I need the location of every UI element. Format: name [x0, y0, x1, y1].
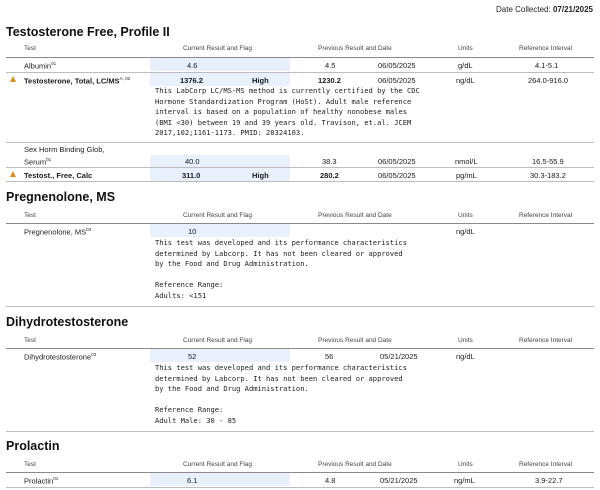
units: nmol/L	[455, 157, 478, 166]
previous-result: 280.2	[320, 171, 339, 180]
previous-date: 05/21/2025	[380, 352, 418, 361]
test-name: Sex Horm Binding Glob,	[24, 145, 105, 154]
test-name: Albumin$^{01}$	[24, 61, 57, 71]
reference-interval: 16.5-55.9	[532, 157, 564, 166]
divider	[6, 487, 594, 488]
col-test: Test	[24, 212, 36, 219]
divider	[6, 431, 594, 432]
reference-interval: 4.1-5.1	[535, 61, 559, 70]
previous-result: 38.3	[322, 157, 337, 166]
col-current: Current Result and Flag	[183, 461, 253, 468]
column-header-row	[0, 458, 600, 472]
col-reference: Reference Interval	[519, 212, 573, 219]
col-units: Units	[458, 212, 473, 219]
units: ng/dL	[456, 227, 475, 236]
result-note: This test was developed and its performance characteristics determined by Labcorp. It has not been cleared or approved by the Food and Drug Administration. Reference Range: Adult Male: 30 - 85	[155, 363, 407, 425]
previous-result: 1230.2	[318, 76, 341, 85]
divider	[6, 57, 594, 58]
col-reference: Reference Interval	[519, 461, 573, 468]
col-test: Test	[24, 45, 36, 52]
current-result: 1376.2	[180, 76, 203, 85]
col-previous: Previous Result and Date	[318, 45, 392, 52]
current-shade	[150, 58, 290, 71]
col-units: Units	[458, 461, 473, 468]
units: g/dL	[458, 61, 473, 70]
col-test: Test	[24, 461, 36, 468]
warning-flag-icon	[10, 76, 16, 82]
current-shade	[150, 224, 290, 237]
previous-date: 06/05/2025	[378, 76, 416, 85]
col-current: Current Result and Flag	[183, 45, 253, 52]
units: ng/mL	[454, 476, 475, 485]
warning-flag-icon	[10, 171, 16, 177]
current-result: 6.1	[187, 476, 198, 485]
divider	[6, 348, 594, 349]
previous-date: 06/05/2025	[378, 157, 416, 166]
current-result: 311.0	[182, 171, 201, 180]
col-current: Current Result and Flag	[183, 212, 253, 219]
test-name: Pregnenolone, MS$^{03}$	[24, 227, 92, 237]
date-collected-value: 07/21/2025	[552, 5, 593, 14]
result-flag: High	[252, 171, 269, 180]
divider	[6, 472, 594, 473]
current-shade	[150, 73, 290, 86]
divider	[6, 181, 594, 182]
column-header-row	[0, 334, 600, 348]
previous-result: 4.8	[325, 476, 336, 485]
units: ng/dL	[456, 352, 475, 361]
col-test: Test	[24, 337, 36, 344]
section-title-dihydrotestosterone: Dihydrotestosterone	[6, 315, 129, 329]
column-header-row	[0, 209, 600, 223]
current-shade	[150, 168, 290, 181]
divider	[6, 142, 594, 143]
current-shade	[150, 473, 290, 486]
reference-interval: 264.0-916.0	[528, 76, 569, 85]
section-title-prolactin: Prolactin	[6, 439, 60, 453]
section-title-pregnenolone: Pregnenolone, MS	[6, 190, 116, 204]
units: pg/mL	[456, 171, 477, 180]
result-note: This LabCorp LC/MS-MS method is currently certified by the CDC Hormone Standardization Program (HoSt). Adult male reference interval is based on a population of healthy nonobese males (BMI <30) between 19 and 39 years old. Travison, et.al. JCEM 2017,102;1161-1173. PMID: 28324103.	[155, 86, 420, 138]
col-current: Current Result and Flag	[183, 337, 253, 344]
previous-date: 05/21/2025	[380, 476, 418, 485]
units: ng/dL	[456, 76, 475, 85]
col-units: Units	[458, 337, 473, 344]
date-collected-label: Date Collected:	[496, 5, 551, 14]
divider	[6, 306, 594, 307]
previous-date: 06/05/2025	[378, 61, 416, 70]
test-name: Dihydrotestosterone$^{03}$	[24, 352, 97, 362]
date-collected	[496, 5, 593, 14]
test-name: Prolactin$^{01}$	[24, 476, 59, 486]
reference-interval: 30.3-183.2	[530, 171, 566, 180]
divider	[6, 223, 594, 224]
test-name-line2: Serum$^{01}$	[24, 157, 52, 167]
current-result: 52	[188, 352, 197, 361]
previous-result: 56	[325, 352, 334, 361]
column-header-row	[0, 42, 600, 56]
current-shade	[150, 155, 290, 167]
current-result: 10	[188, 227, 197, 236]
current-result: 4.6	[187, 61, 198, 70]
col-previous: Previous Result and Date	[318, 461, 392, 468]
divider	[6, 167, 594, 168]
col-previous: Previous Result and Date	[318, 212, 392, 219]
current-shade	[150, 349, 290, 362]
previous-result: 4.5	[325, 61, 336, 70]
col-reference: Reference Interval	[519, 45, 573, 52]
test-name: Testost., Free, Calc	[24, 171, 93, 180]
test-name: Testosterone, Total, $LC/MS^{A, 02}$	[24, 76, 131, 86]
col-reference: Reference Interval	[519, 337, 573, 344]
col-units: Units	[458, 45, 473, 52]
result-note: This test was developed and its performance characteristics determined by Labcorp. It has not been cleared or approved by the Food and Drug Administration. Reference Range: Adults: <151	[155, 238, 407, 300]
previous-date: 06/05/2025	[378, 171, 416, 180]
result-flag: High	[252, 76, 269, 85]
divider	[6, 72, 594, 73]
col-previous: Previous Result and Date	[318, 337, 392, 344]
reference-interval: 3.9-22.7	[535, 476, 563, 485]
section-title-testosterone-free: Testosterone Free, Profile II	[6, 25, 170, 39]
current-result: 40.0	[185, 157, 200, 166]
